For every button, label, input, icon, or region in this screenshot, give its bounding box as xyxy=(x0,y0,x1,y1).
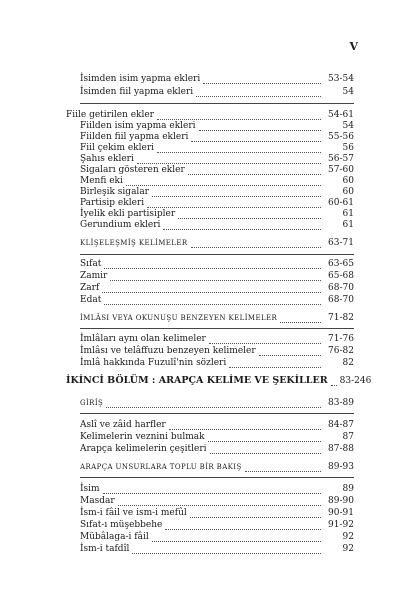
leader-dots xyxy=(163,222,321,230)
toc-entry-pages: 71-82 xyxy=(328,313,354,323)
toc-section-heading xyxy=(80,398,354,408)
leader-dots xyxy=(104,297,321,305)
toc-entry-label: Sıfat xyxy=(80,259,102,269)
toc-entry-label: Birleşik sigalar xyxy=(80,187,149,197)
toc-entry-label: Zamir xyxy=(80,271,108,281)
leader-dots xyxy=(104,261,321,269)
toc-entry xyxy=(80,346,354,356)
leader-dots xyxy=(126,178,321,186)
toc-entry xyxy=(80,358,354,368)
toc-entry-label: Aslî ve zâid harfler xyxy=(80,420,166,430)
leader-dots xyxy=(208,434,321,442)
section-separator xyxy=(80,254,354,255)
toc-entry-label: İsm-i tafdîl xyxy=(80,544,130,554)
leader-dots xyxy=(245,464,321,472)
toc-entry xyxy=(80,198,354,208)
toc-entry xyxy=(80,176,354,186)
toc-entry-pages: 55-56 xyxy=(328,132,354,142)
toc-entry-pages: 91-92 xyxy=(328,520,354,530)
toc-entry xyxy=(80,220,354,230)
toc-entry-pages: 92 xyxy=(342,532,354,542)
toc-entry-label: ARAPÇA UNSURLARA TOPLU BİR BAKIŞ xyxy=(80,463,242,471)
toc-entry-label: İmlâ hakkında Fuzulî'nin sözleri xyxy=(80,358,227,368)
toc-entry-pages: 82 xyxy=(342,358,354,368)
toc-entry xyxy=(80,508,354,518)
toc-entry xyxy=(80,74,354,84)
toc-entry-pages: 89-90 xyxy=(328,496,354,506)
leader-dots xyxy=(280,315,321,323)
leader-dots xyxy=(210,446,321,454)
toc-entry xyxy=(80,444,354,454)
toc-entry-pages: 54 xyxy=(342,87,354,97)
toc-entry-pages: 63-71 xyxy=(328,238,354,248)
toc-entry xyxy=(80,295,354,305)
leader-dots xyxy=(259,348,321,356)
leader-dots xyxy=(169,422,321,430)
toc-entry-label: GİRİŞ xyxy=(80,399,104,407)
toc-entry xyxy=(80,271,354,281)
toc-entry-label: Fiilden fiil yapma ekleri xyxy=(80,132,189,142)
section-separator xyxy=(80,328,354,329)
toc-entry-label: İsm-i fâil ve ism-i mefûl xyxy=(80,508,187,518)
toc-entry-pages: 60 xyxy=(342,176,354,186)
toc-entry-pages: 89 xyxy=(342,484,354,494)
leader-dots xyxy=(106,400,321,408)
leader-dots xyxy=(203,76,321,84)
toc-entry xyxy=(66,110,354,120)
leader-dots xyxy=(147,200,321,208)
leader-dots xyxy=(110,273,321,281)
toc-entry-pages: 65-68 xyxy=(328,271,354,281)
toc-entry-label: Masdar xyxy=(80,496,115,506)
toc-entry-pages: 61 xyxy=(342,209,354,219)
leader-dots xyxy=(102,285,321,293)
page-number: V xyxy=(349,40,358,53)
leader-dots xyxy=(199,123,321,131)
toc-entry-pages: 61 xyxy=(342,220,354,230)
toc-entry xyxy=(80,143,354,153)
leader-dots xyxy=(331,378,337,386)
leader-dots xyxy=(152,534,321,542)
toc-entry xyxy=(80,544,354,554)
toc-entry-label: Fiil çekim ekleri xyxy=(80,143,154,153)
toc-entry-label: İsimden fiil yapma ekleri xyxy=(80,87,194,97)
leader-dots xyxy=(178,211,321,219)
leader-dots xyxy=(188,167,321,175)
toc-entry xyxy=(80,520,354,530)
toc-entry xyxy=(80,334,354,344)
toc-entry-pages: 89-93 xyxy=(328,462,354,472)
toc-entry-label: İsim xyxy=(80,484,100,494)
toc-entry xyxy=(80,496,354,506)
toc-entry-pages: 63-65 xyxy=(328,259,354,269)
toc-entry-label: İKİNCİ BÖLÜM : ARAPÇA KELİME VE ŞEKİLLER xyxy=(66,375,328,386)
toc-entry-label: Kelimelerin veznini bulmak xyxy=(80,432,205,442)
toc-entry-label: Fiilden isim yapma ekleri xyxy=(80,121,196,131)
toc-section-heading xyxy=(80,313,354,323)
toc-entry-pages: 57-60 xyxy=(328,165,354,175)
toc-entry xyxy=(80,87,354,97)
toc-entry xyxy=(80,420,354,430)
toc-entry-pages: 54-61 xyxy=(328,110,354,120)
toc-entry-pages: 60 xyxy=(342,187,354,197)
toc-entry-pages: 84-87 xyxy=(328,420,354,430)
leader-dots xyxy=(152,189,321,197)
toc-entry-pages: 90-91 xyxy=(328,508,354,518)
toc-entry-label: İmlâsı ve telâffuzu benzeyen kelimeler xyxy=(80,346,256,356)
leader-dots xyxy=(157,112,321,120)
toc-entry-pages: 83-246 xyxy=(339,376,372,386)
leader-dots xyxy=(191,240,321,248)
toc-entry-label: Arapça kelimelerin çeşitleri xyxy=(80,444,207,454)
leader-dots xyxy=(191,134,321,142)
toc-section-heading xyxy=(80,238,354,248)
toc-entry-label: Gerundium ekleri xyxy=(80,220,161,230)
toc-entry-label: KLİŞELEŞMİŞ KELİMELER xyxy=(80,239,188,247)
toc-entry-label: Edat xyxy=(80,295,102,305)
toc-entry-label: Sıfat-ı müşebbehe xyxy=(80,520,163,530)
toc-entry-pages: 54 xyxy=(342,121,354,131)
leader-dots xyxy=(229,360,321,368)
toc-entry-label: Fiile getirilen ekler xyxy=(66,110,154,120)
toc-entry-label: Mübâlaga-i fâil xyxy=(80,532,149,542)
leader-dots xyxy=(137,156,321,164)
toc-part-heading xyxy=(66,375,372,386)
toc-entry xyxy=(80,187,354,197)
toc-entry-pages: 87 xyxy=(342,432,354,442)
leader-dots xyxy=(190,510,321,518)
toc-entry xyxy=(80,283,354,293)
toc-entry-pages: 92 xyxy=(342,544,354,554)
toc-entry-pages: 83-89 xyxy=(328,398,354,408)
toc-entry-label: Şahıs ekleri xyxy=(80,154,134,164)
leader-dots xyxy=(165,522,321,530)
toc-entry-pages: 56-57 xyxy=(328,154,354,164)
toc-entry xyxy=(80,121,354,131)
leader-dots xyxy=(157,145,321,153)
toc-entry-pages: 60-61 xyxy=(328,198,354,208)
toc-entry xyxy=(80,259,354,269)
toc-entry-pages: 68-70 xyxy=(328,295,354,305)
toc-entry-label: İyelik ekli partisipler xyxy=(80,209,176,219)
toc-entry xyxy=(80,432,354,442)
toc-entry-pages: 53-54 xyxy=(328,74,354,84)
toc-entry-pages: 87-88 xyxy=(328,444,354,454)
toc-entry xyxy=(80,154,354,164)
leader-dots xyxy=(209,336,321,344)
toc-entry-pages: 68-70 xyxy=(328,283,354,293)
leader-dots xyxy=(118,498,321,506)
toc-entry-label: İmlâları aynı olan kelimeler xyxy=(80,334,206,344)
toc-entry xyxy=(80,484,354,494)
toc-entry-label: Zarf xyxy=(80,283,100,293)
toc-entry-label: Menfi eki xyxy=(80,176,123,186)
toc-entry-label: Partisip ekleri xyxy=(80,198,145,208)
toc-entry xyxy=(80,209,354,219)
toc-entry xyxy=(80,532,354,542)
toc-entry-label: İMLÂSI VEYA OKUNUŞU BENZEYEN KELİMELER xyxy=(80,314,278,322)
leader-dots xyxy=(196,89,321,97)
toc-entry-pages: 71-76 xyxy=(328,334,354,344)
section-separator xyxy=(80,413,354,414)
section-separator xyxy=(80,103,354,104)
toc-entry xyxy=(80,165,354,175)
toc-section-heading xyxy=(80,462,354,472)
section-separator xyxy=(80,477,354,478)
toc-entry-label: Sigaları gösteren ekler xyxy=(80,165,185,175)
toc-entry xyxy=(80,132,354,142)
toc-entry-pages: 56 xyxy=(342,143,354,153)
leader-dots xyxy=(132,546,321,554)
toc-entry-pages: 76-82 xyxy=(328,346,354,356)
toc-entry-label: İsimden isim yapma ekleri xyxy=(80,74,201,84)
leader-dots xyxy=(103,486,321,494)
